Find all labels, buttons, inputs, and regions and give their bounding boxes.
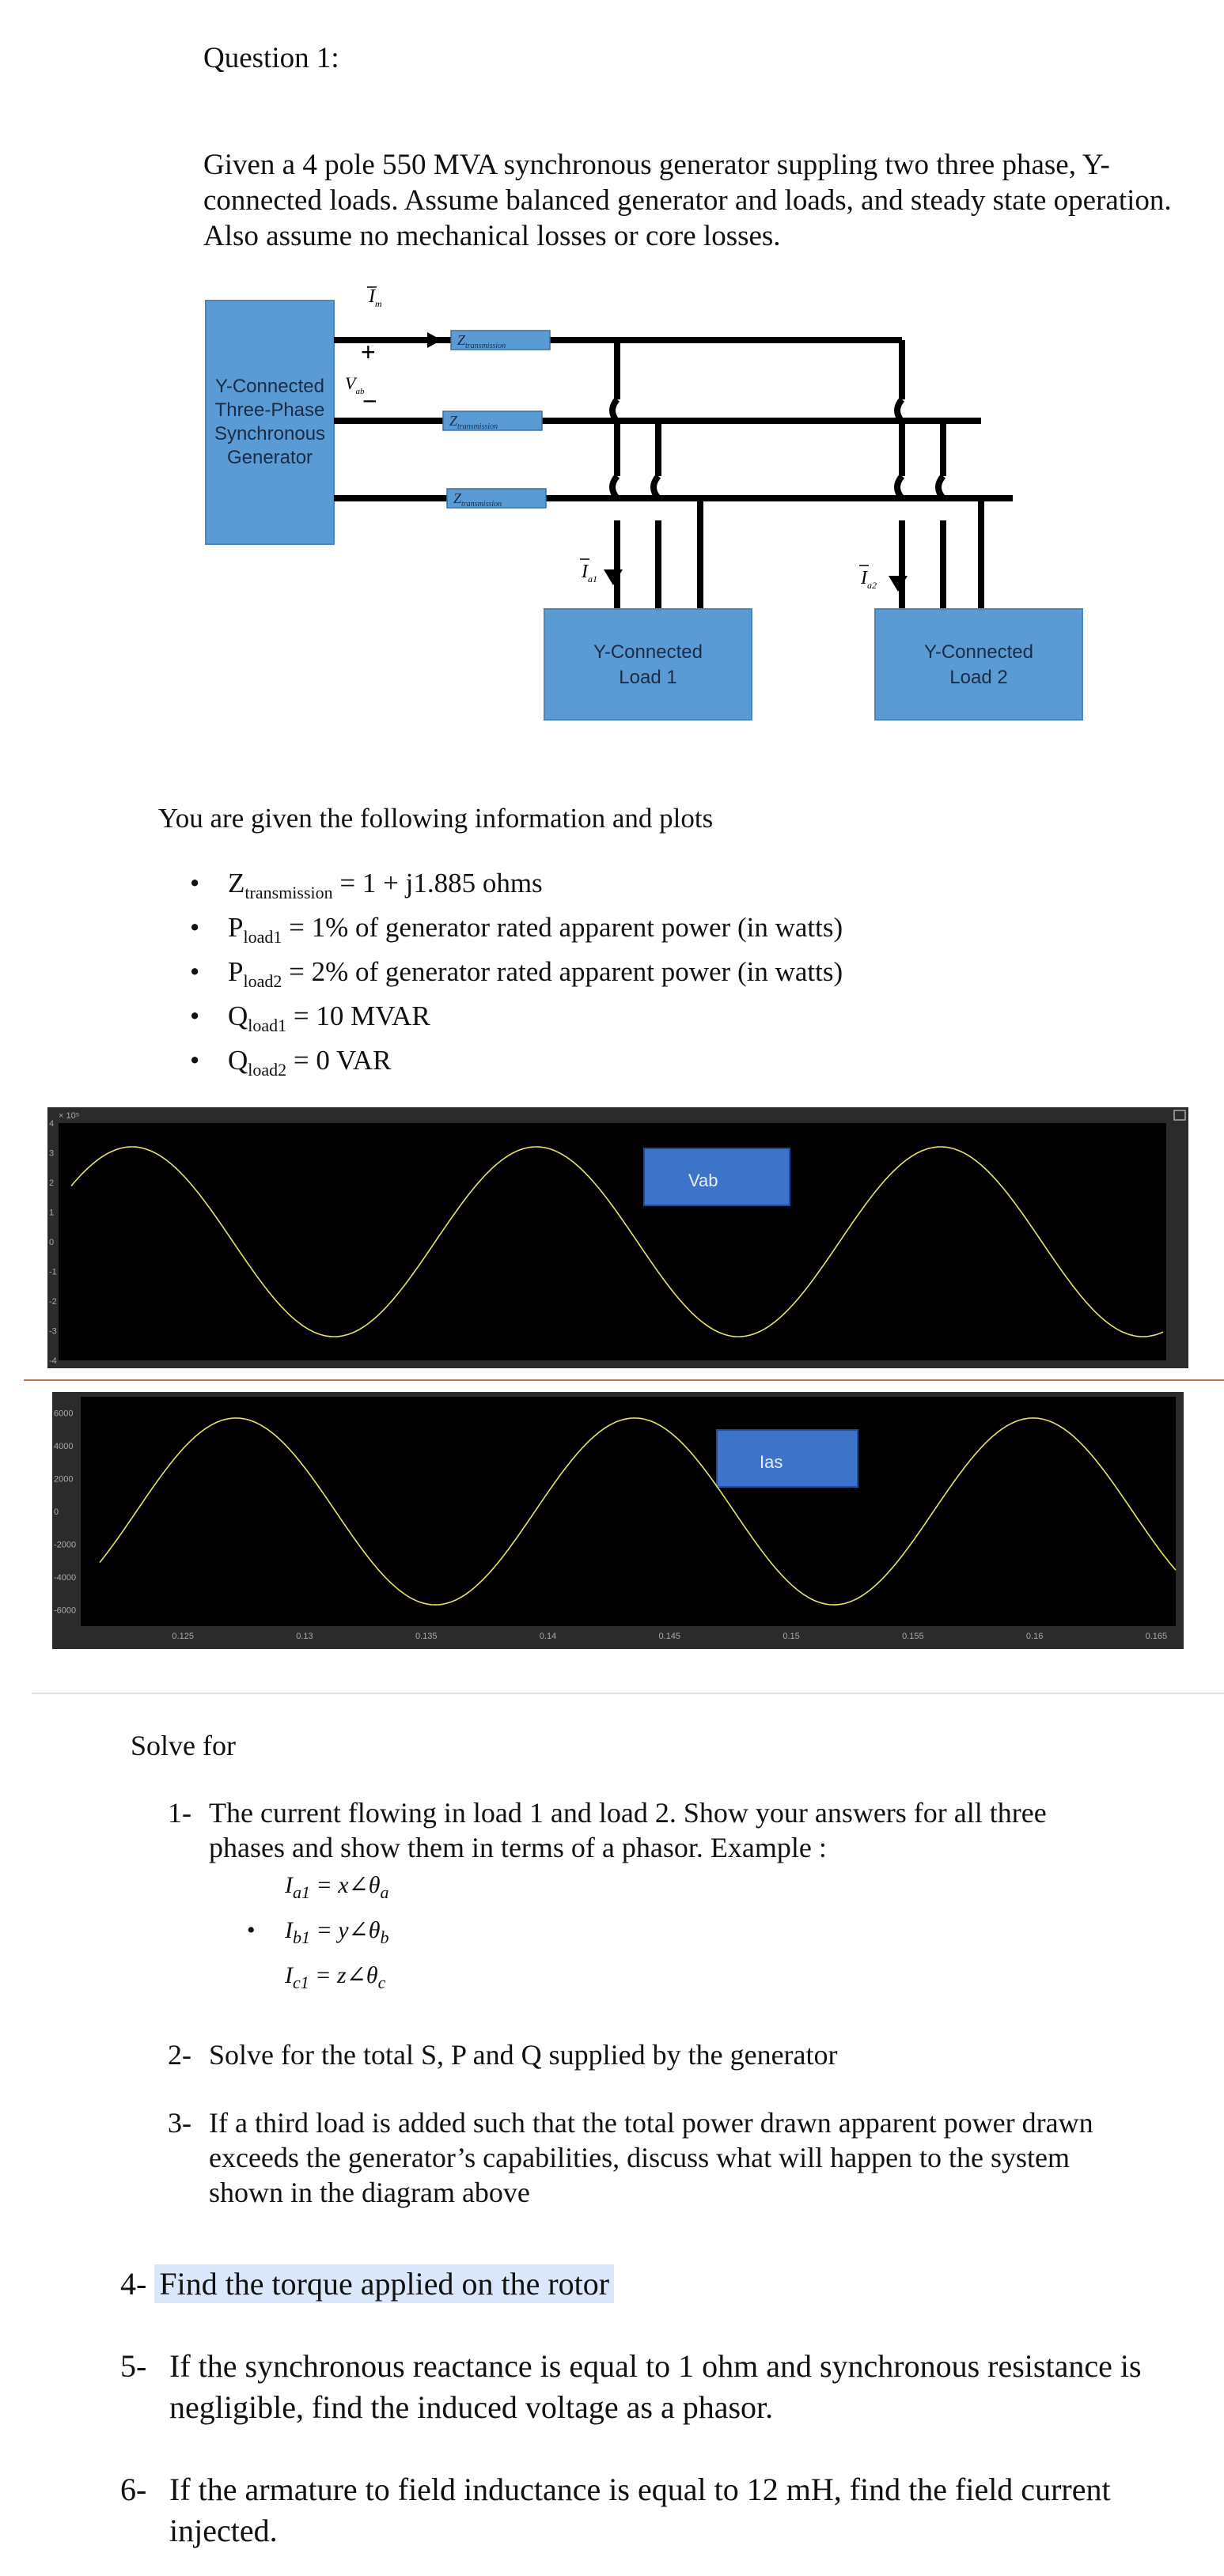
generator-block (206, 301, 334, 544)
generator-label-4: Generator (226, 447, 313, 468)
vab-ytick-label: -1 (49, 1267, 57, 1277)
question-title: Question 1: (203, 42, 339, 74)
load1-label-1: Y-Connected (593, 641, 703, 663)
question-intro: Given a 4 pole 550 MVA synchronous generator suppling two three phase, Y-connected loads. Assume balanced generator and loads, and steady state operation. Also assume no mechanical losses or core losses. (203, 149, 1172, 252)
vab-label: V (345, 373, 356, 393)
z-sub-3: transmission (461, 500, 502, 509)
load2-block (875, 609, 1082, 720)
y-multiplier: × 10⁵ (59, 1111, 80, 1121)
z-label-3: Z (453, 490, 462, 506)
given-item: • $P_{load2} = 2\%$ of generator rated apparent power (in watts) (182, 955, 843, 999)
vab-ytick-label: -2 (49, 1297, 57, 1307)
ias-xtick-label: 0.135 (415, 1632, 438, 1641)
ias-ytick-label: 0 (54, 1507, 59, 1517)
vab-ytick-label: 4 (49, 1119, 55, 1129)
vab-ytick-label: 2 (49, 1178, 55, 1188)
load2-label-1: Y-Connected (924, 641, 1033, 663)
given-list (182, 866, 843, 1088)
ias-xtick-label: 0.155 (902, 1632, 924, 1641)
im-sub: m (375, 298, 382, 309)
ias-xtick-label: 0.165 (1145, 1632, 1168, 1641)
z-label-2: Z (449, 413, 458, 429)
question-4: 4- Find the torque applied on the rotor (120, 2265, 614, 2303)
vab-ytick-label: 0 (49, 1238, 55, 1247)
vab-plot (47, 1107, 1188, 1368)
generator-label-2: Three-Phase (214, 399, 325, 421)
svg-text:Im (368, 286, 382, 309)
ias-xtick-label: 0.16 (1025, 1632, 1044, 1641)
separator-rule (24, 1379, 1224, 1381)
ias-ytick-label: 6000 (54, 1409, 74, 1419)
solve-heading: Solve for (131, 1730, 236, 1761)
given-item: • $Q_{load2} = 0$ VAR (182, 1043, 843, 1088)
highlighted-question[interactable]: Find the torque applied on the rotor (154, 2264, 614, 2303)
phasor-b1: • $I_{b1}$ = $y\angle\theta_b$ (247, 1917, 389, 1947)
ias-ytick-label: -4000 (54, 1572, 77, 1583)
ias-xtick-label: 0.145 (658, 1632, 681, 1641)
im-label: I (369, 286, 375, 307)
ia1-label: I (582, 562, 588, 582)
vab-ytick-label: 1 (49, 1208, 55, 1218)
svg-text:Ia1 (581, 562, 597, 584)
load1-label-2: Load 1 (619, 667, 677, 688)
minus-sign: − (362, 387, 377, 415)
divider (32, 1693, 1224, 1694)
circuit-diagram (190, 285, 1108, 743)
ias-plot (52, 1392, 1184, 1649)
load2-label-2: Load 2 (949, 667, 1008, 688)
generator-label-1: Y-Connected (215, 376, 324, 397)
plus-sign: + (361, 338, 376, 366)
ias-xtick-label: 0.15 (783, 1632, 800, 1641)
ia2-label: I (861, 568, 867, 588)
ias-plot-frame (52, 1392, 1184, 1649)
given-item: • $Q_{load1} = 10$ MVAR (182, 999, 843, 1043)
ias-ytick-label: 4000 (54, 1442, 74, 1452)
svg-text:Ia2 (860, 568, 877, 591)
vab-ytick-label: -4 (49, 1356, 57, 1366)
vab-legend-label: Vab (688, 1171, 718, 1190)
ia1-sub: a1 (588, 573, 597, 584)
phasor-c1: $I_{c1}$ = $z\angle\theta_c$ (285, 1962, 386, 1992)
given-item: • $P_{load1} = 1\%$ of generator rated apparent power (in watts) (182, 910, 843, 955)
given-item: • $Z_{transmission} = 1 + j1.885$ ohms (182, 866, 843, 910)
vab-plot-frame (47, 1107, 1188, 1368)
vab-ytick-label: 3 (49, 1148, 55, 1159)
ias-legend-label: Ias (760, 1452, 783, 1472)
ias-ytick-label: 2000 (54, 1474, 74, 1485)
ias-xtick-label: 0.13 (296, 1632, 313, 1641)
ias-xtick-label: 0.14 (539, 1632, 557, 1641)
phasor-a1: $I_{a1}$ = $x\angle\theta_a$ (285, 1872, 389, 1902)
z-label-1: Z (457, 332, 466, 348)
expand-icon[interactable] (1174, 1110, 1185, 1120)
given-heading: You are given the following information and plots (158, 803, 714, 834)
vab-sub: ab (355, 387, 365, 396)
phasor-examples (247, 1867, 389, 2002)
ias-ytick-label: -2000 (54, 1540, 77, 1550)
ia2-sub: a2 (867, 580, 877, 591)
generator-label-3: Synchronous (214, 423, 326, 444)
ias-ytick-label: -6000 (54, 1606, 77, 1616)
vab-ytick-label: -3 (49, 1326, 57, 1337)
z-sub-1: transmission (465, 342, 506, 350)
ias-xtick-label: 0.125 (172, 1632, 194, 1641)
z-sub-2: transmission (457, 422, 498, 431)
load1-block (544, 609, 752, 720)
